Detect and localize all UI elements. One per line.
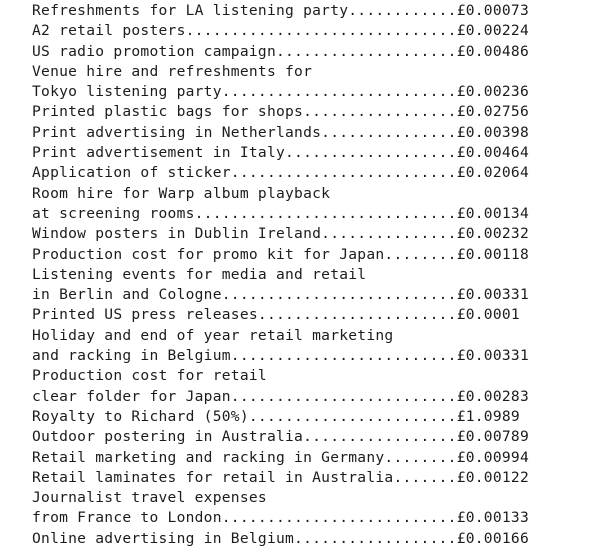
- expense-line: Holiday and end of year retail marketing: [32, 326, 394, 344]
- expense-list: [32, 1, 529, 549]
- expense-line: Retail marketing and racking in Germany........£0.00994: [32, 448, 529, 466]
- expense-line: and racking in Belgium.........................£0.00331: [32, 347, 529, 365]
- expense-line: Production cost for retail: [32, 367, 267, 385]
- expense-line: Room hire for Warp album playback: [32, 184, 331, 202]
- expense-line: at screening rooms.............................£0.00134: [32, 204, 529, 222]
- expense-line: Listening events for media and retail: [32, 265, 367, 283]
- expense-line: Application of sticker.........................£0.02064: [32, 164, 529, 182]
- expense-line: Outdoor postering in Australia.................£0.00789: [32, 428, 529, 446]
- expense-line: Venue hire and refreshments for: [32, 62, 313, 80]
- expense-line: Printed US press releases......................£0.0001: [32, 306, 520, 324]
- expense-line: in Berlin and Cologne..........................£0.00331: [32, 286, 529, 304]
- expense-line: Printed plastic bags for shops.................£0.02756: [32, 103, 529, 121]
- expense-line: Online advertising in Belgium..................£0.00166: [32, 529, 529, 547]
- expense-line: Production cost for promo kit for Japan........£0.00118: [32, 245, 529, 263]
- expense-line: Refreshments for LA listening party............£0.00073: [32, 2, 529, 19]
- expense-line: A2 retail posters..............................£0.00224: [32, 22, 529, 40]
- expense-line: Window posters in Dublin Ireland...............£0.00232: [32, 225, 529, 243]
- expense-line: Print advertising in Netherlands...............£0.00398: [32, 123, 529, 141]
- expense-line: Royalty to Richard (50%).......................£1.0989: [32, 407, 520, 425]
- expense-line: Tokyo listening party..........................£0.00236: [32, 83, 529, 101]
- expense-line: Journalist travel expenses: [32, 489, 267, 507]
- expense-line: from France to London..........................£0.00133: [32, 509, 529, 527]
- expense-line: Print advertisement in Italy...................£0.00464: [32, 144, 529, 162]
- expense-line: US radio promotion campaign....................£0.00486: [32, 42, 529, 60]
- expense-line: Retail laminates for retail in Australia.......£0.00122: [32, 468, 529, 486]
- expense-line: clear folder for Japan.........................£0.00283: [32, 387, 529, 405]
